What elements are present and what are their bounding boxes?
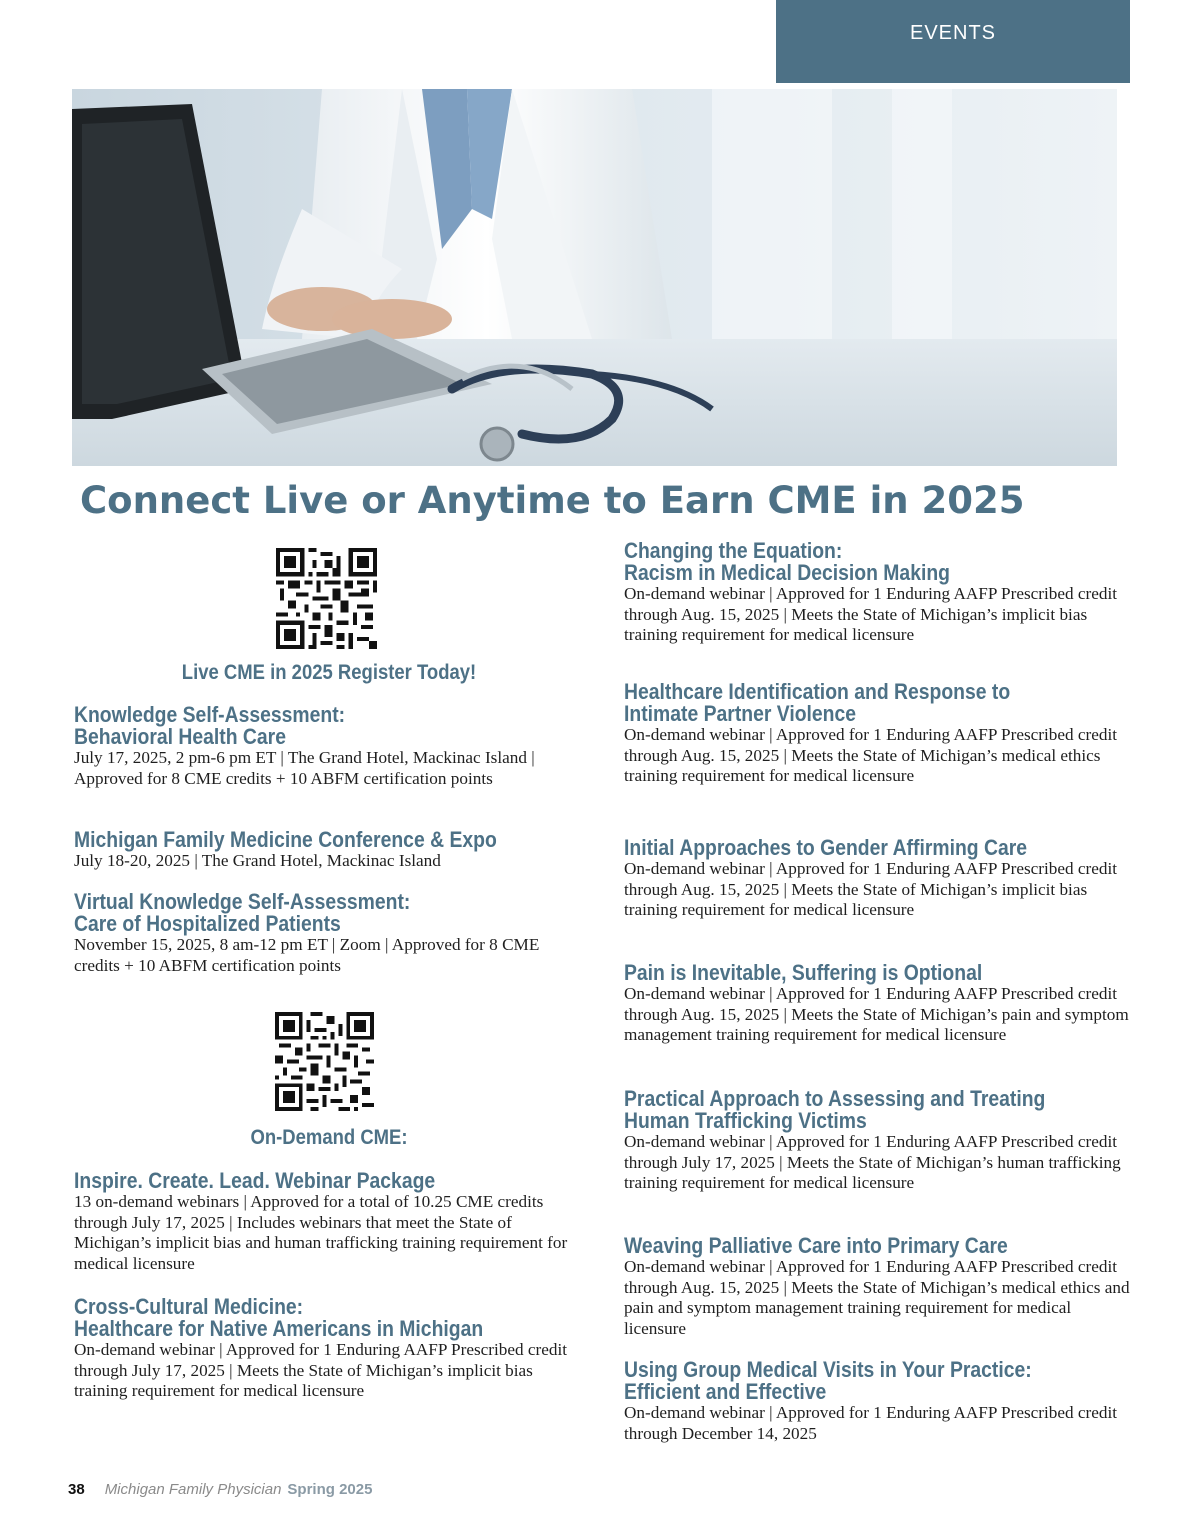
webinar-item — [74, 1296, 584, 1402]
webinar-title[interactable]: Initial Approaches to Gender Affirming Care — [624, 835, 1028, 860]
webinar-item — [624, 1088, 1130, 1194]
webinar-title[interactable]: Cross-Cultural Medicine: Healthcare for Native Americans in Michigan — [74, 1294, 484, 1341]
page-footer — [68, 1481, 372, 1498]
issue-label: Spring 2025 — [287, 1481, 373, 1498]
webinar-item — [624, 1235, 1130, 1339]
event-item — [74, 829, 584, 872]
webinar-description: On-demand webinar | Approved for 1 Enduring AAFP Prescribed credit through Aug. 15, 2025 | Meets the State of Michigan’s implicit bias training requirement for medical licensure — [624, 859, 1118, 920]
magazine-name: Michigan Family Physician — [104, 1481, 282, 1498]
webinar-title[interactable]: Practical Approach to Assessing and Treating Human Trafficking Victims — [624, 1086, 1046, 1133]
on-demand-cme-qr-code-icon[interactable] — [275, 1012, 374, 1111]
event-description: July 18-20, 2025 | The Grand Hotel, Mackinac Island — [74, 851, 441, 870]
event-title[interactable]: Virtual Knowledge Self-Assessment: Care of Hospitalized Patients — [74, 889, 411, 936]
webinar-item — [624, 962, 1130, 1046]
webinar-item — [624, 837, 1130, 921]
webinar-title[interactable]: Weaving Palliative Care into Primary Care — [624, 1233, 1008, 1258]
event-description: July 17, 2025, 2 pm-6 pm ET | The Grand Hotel, Mackinac Island | Approved for 8 CME credits + 10 ABFM certification points — [74, 748, 535, 788]
webinar-description: On-demand webinar | Approved for 1 Enduring AAFP Prescribed credit through December 14, 2025 — [624, 1403, 1118, 1443]
webinar-title[interactable]: Healthcare Identification and Response to Intimate Partner Violence — [624, 679, 1011, 726]
webinar-description: On-demand webinar | Approved for 1 Enduring AAFP Prescribed credit through Aug. 15, 2025 | Meets the State of Michigan’s medical ethics training requirement for medical licensure — [624, 725, 1118, 786]
webinar-title[interactable]: Pain is Inevitable, Suffering is Optional — [624, 960, 983, 985]
webinar-title[interactable]: Inspire. Create. Lead. Webinar Package — [74, 1168, 436, 1193]
webinar-item — [624, 1359, 1130, 1444]
live-cme-label: Live CME in 2025 Register Today! — [181, 661, 477, 684]
webinar-item — [74, 1170, 584, 1274]
webinar-description: On-demand webinar | Approved for 1 Enduring AAFP Prescribed credit through Aug. 15, 2025 | Meets the State of Michigan’s pain and symptom management training requirement for medical licensure — [624, 984, 1129, 1045]
right-column — [624, 0, 1130, 1540]
webinar-description: On-demand webinar | Approved for 1 Enduring AAFP Prescribed credit through Aug. 15, 2025 | Meets the State of Michigan’s implicit bias training requirement for medical licensure — [624, 584, 1118, 645]
left-column — [74, 0, 584, 1540]
webinar-title[interactable]: Changing the Equation: Racism in Medical Decision Making — [624, 538, 950, 585]
page-headline: Connect Live or Anytime to Earn CME in 2025 — [80, 479, 1025, 522]
section-tab-label: EVENTS — [909, 22, 997, 44]
webinar-item — [624, 540, 1130, 646]
webinar-description: On-demand webinar | Approved for 1 Enduring AAFP Prescribed credit through July 17, 2025 | Meets the State of Michigan’s implicit bias training requirement for medical licensure — [74, 1340, 568, 1401]
webinar-title[interactable]: Using Group Medical Visits in Your Practice: Efficient and Effective — [624, 1357, 1032, 1404]
webinar-description: On-demand webinar | Approved for 1 Enduring AAFP Prescribed credit through July 17, 2025 | Meets the State of Michigan’s human trafficking training requirement for medical licensure — [624, 1132, 1121, 1193]
on-demand-cme-label: On-Demand CME: — [250, 1126, 408, 1149]
webinar-item — [624, 681, 1130, 787]
webinar-description: On-demand webinar | Approved for 1 Enduring AAFP Prescribed credit through Aug. 15, 2025 | Meets the State of Michigan’s medical ethics and pain and symptom management training requirement for medical licensure — [624, 1257, 1130, 1338]
page-number: 38 — [68, 1481, 85, 1498]
event-title[interactable]: Michigan Family Medicine Conference & Expo — [74, 827, 497, 852]
event-item — [74, 704, 584, 789]
event-item — [74, 891, 584, 976]
webinar-description: 13 on-demand webinars | Approved for a total of 10.25 CME credits through July 17, 2025 | Includes webinars that meet the State of Michigan’s implicit bias and human trafficking training requirement for medical licensure — [74, 1192, 568, 1273]
event-description: November 15, 2025, 8 am-12 pm ET | Zoom | Approved for 8 CME credits + 10 ABFM certification points — [74, 935, 540, 975]
qr-code-icon — [275, 1012, 374, 1111]
event-title[interactable]: Knowledge Self-Assessment: Behavioral Health Care — [74, 702, 346, 749]
